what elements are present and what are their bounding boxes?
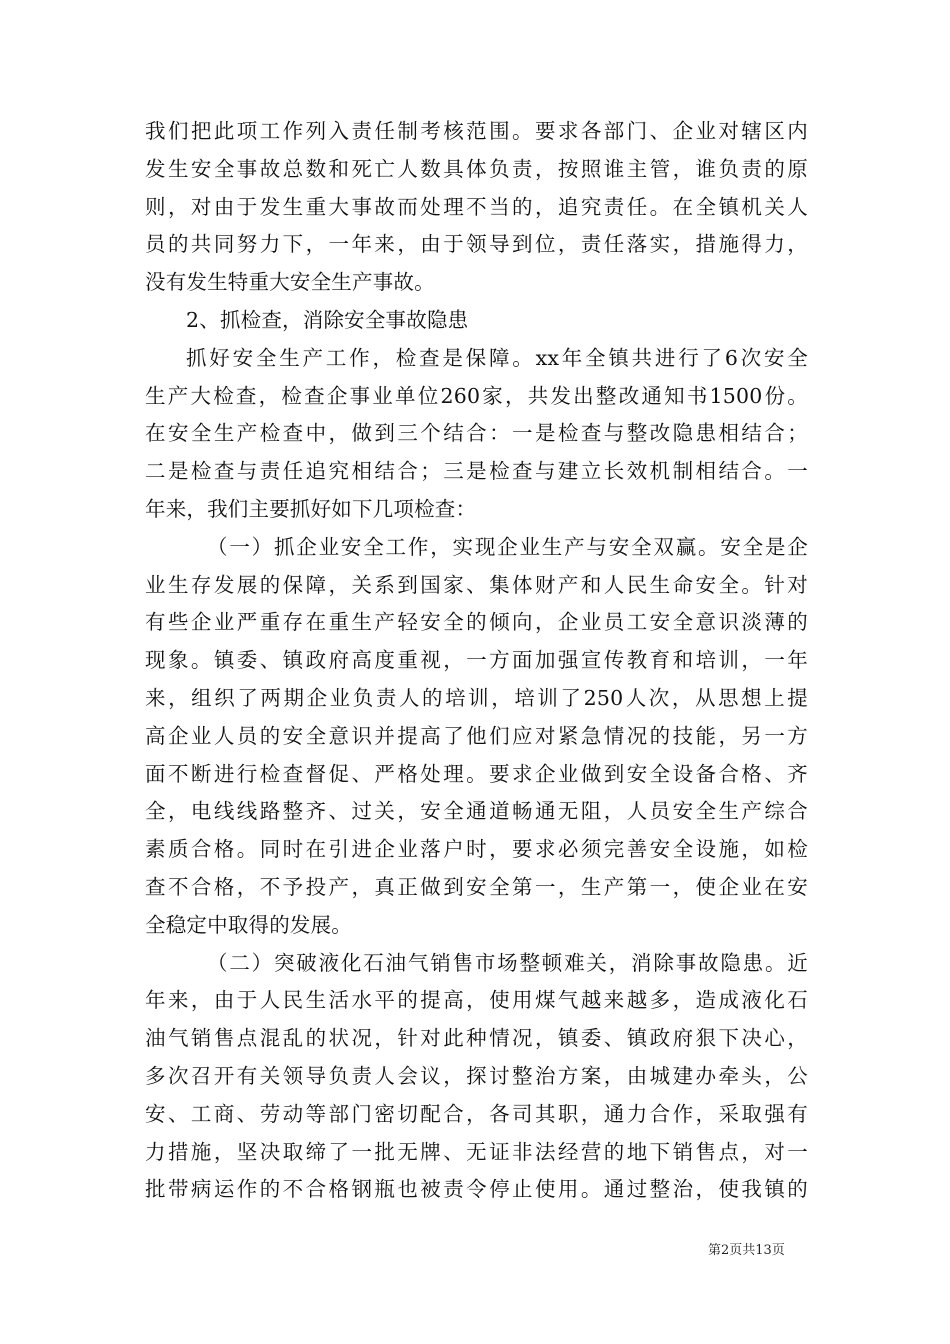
text-line-26: 多次召开有关领导负责人会议，探讨整治方案，由城建办牵头，公: [145, 1063, 808, 1088]
text-line-17: 高企业人员的安全意识并提高了他们应对紧急情况的技能，另一方: [145, 723, 808, 748]
document-body: [145, 113, 808, 1209]
text-line-25: 油气销售点混乱的状况，针对此种情况，镇委、镇政府狠下决心，: [145, 1026, 808, 1051]
text-line-28: 力措施，坚决取缔了一批无牌、无证非法经营的地下销售点，对一: [145, 1139, 808, 1164]
text-line-22: 全稳定中取得的发展。: [145, 912, 352, 937]
text-line-2: 发生安全事故总数和死亡人数具体负责，按照谁主管，谁负责的原: [145, 156, 808, 181]
text-line-7: 抓好安全生产工作，检查是保障。xx年全镇共进行了6次安全: [186, 345, 808, 370]
text-line-15: 现象。镇委、镇政府高度重视，一方面加强宣传教育和培训，一年: [145, 648, 808, 673]
text-line-27: 安、工商、劳动等部门密切配合，各司其职，通力合作，采取强有: [145, 1101, 808, 1126]
text-line-24: 年来，由于人民生活水平的提高，使用煤气越来越多，造成液化石: [145, 988, 808, 1013]
text-line-3: 则，对由于发生重大事故而处理不当的，追究责任。在全镇机关人: [145, 194, 808, 219]
text-line-29: 批带病运作的不合格钢瓶也被责令停止使用。通过整治，使我镇的: [145, 1177, 808, 1202]
text-line-4: 员的共同努力下，一年来，由于领导到位，责任落实，措施得力，: [145, 232, 808, 257]
text-line-1: 我们把此项工作列入责任制考核范围。要求各部门、企业对辖区内: [145, 119, 808, 143]
text-line-21: 查不合格，不予投产，真正做到安全第一，生产第一，使企业在安: [145, 874, 808, 899]
text-line-12: （一）抓企业安全工作，实现企业生产与安全双赢。安全是企: [207, 534, 808, 559]
text-line-11: 年来，我们主要抓好如下几项检查：: [145, 496, 477, 521]
text-line-18: 面不断进行检查督促、严格处理。要求企业做到安全设备合格、齐: [145, 761, 808, 786]
text-line-13: 业生存发展的保障，关系到国家、集体财产和人民生命安全。针对: [145, 572, 808, 597]
text-line-20: 素质合格。同时在引进企业落户时，要求必须完善安全设施，如检: [145, 837, 808, 862]
text-line-9: 在安全生产检查中，做到三个结合：一是检查与整改隐患相结合；: [145, 421, 808, 446]
text-line-14: 有些企业严重存在重生产轻安全的倾向，企业员工安全意识淡薄的: [145, 610, 808, 635]
page-number: 第2页共13页: [708, 1243, 785, 1258]
section-heading: 2、抓检查，消除安全事故隐患: [186, 307, 469, 332]
text-line-5: 没有发生特重大安全生产事故。: [145, 270, 435, 295]
text-line-10: 二是检查与责任追究相结合；三是检查与建立长效机制相结合。一: [145, 459, 808, 484]
text-line-19: 全，电线线路整齐、过关，安全通道畅通无阻，人员安全生产综合: [145, 799, 808, 824]
text-line-8: 生产大检查，检查企事业单位260家，共发出整改通知书1500份。: [145, 383, 808, 408]
text-line-23: （二）突破液化石油气销售市场整顿难关，消除事故隐患。近: [207, 950, 808, 975]
text-line-16: 来，组织了两期企业负责人的培训，培训了250人次，从思想上提: [145, 685, 808, 710]
